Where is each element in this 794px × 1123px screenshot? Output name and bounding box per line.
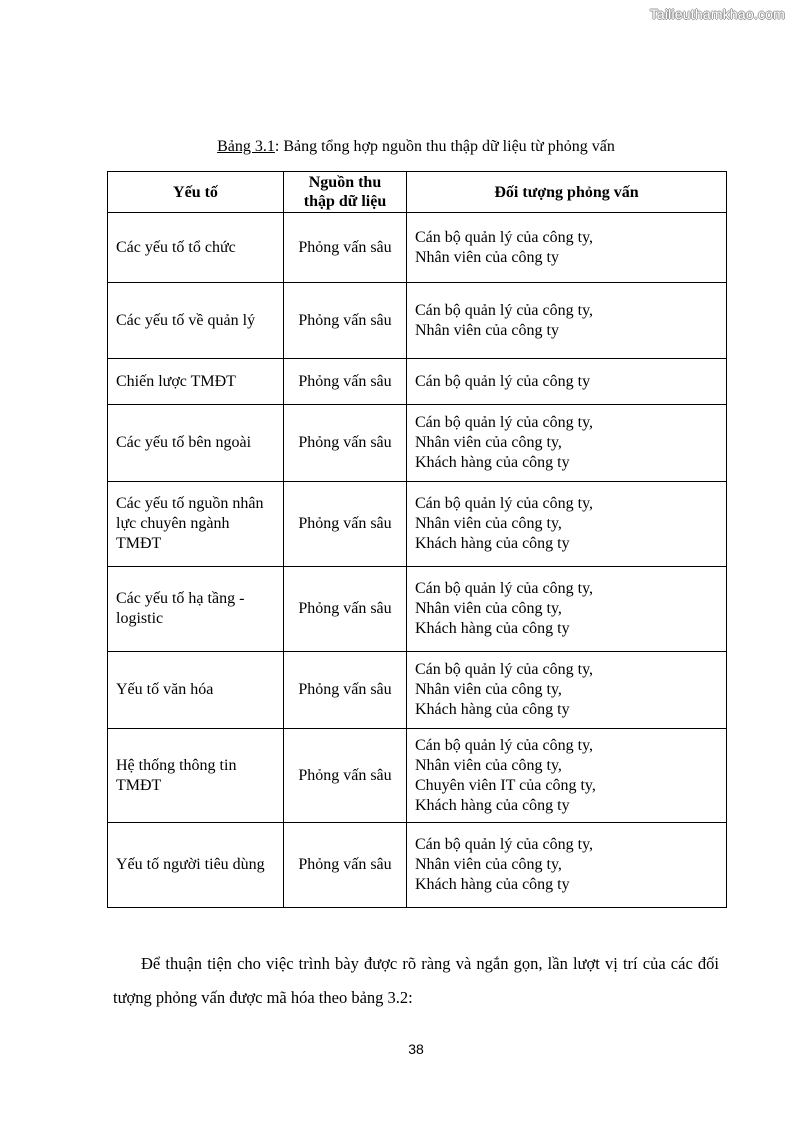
source-cell: Phỏng vấn sâu xyxy=(284,567,407,652)
caption-text: : Bảng tổng hợp nguồn thu thập dữ liệu từ phỏng vấn xyxy=(274,138,615,155)
target-cell: Cán bộ quản lý của công ty, Nhân viên của công ty, Khách hàng của công ty xyxy=(407,482,727,567)
table-row xyxy=(108,729,727,823)
factor-cell: Các yếu tố tổ chức xyxy=(108,213,284,283)
table-row xyxy=(108,567,727,652)
page-number: 38 xyxy=(408,1041,424,1057)
factor-cell: Chiến lược TMĐT xyxy=(108,359,284,405)
target-cell: Cán bộ quản lý của công ty, Nhân viên của công ty, Khách hàng của công ty xyxy=(407,823,727,908)
header-factor: Yếu tố xyxy=(108,172,284,213)
target-cell: Cán bộ quản lý của công ty, Nhân viên của công ty, Khách hàng của công ty xyxy=(407,652,727,729)
watermark: Tailieuthamkhao.com xyxy=(649,6,785,22)
factor-cell: Các yếu tố nguồn nhân lực chuyên ngành TMĐT xyxy=(108,482,284,567)
factor-cell: Yếu tố văn hóa xyxy=(108,652,284,729)
target-cell: Cán bộ quản lý của công ty, Nhân viên của công ty, Khách hàng của công ty xyxy=(407,567,727,652)
table-caption xyxy=(0,138,794,156)
table-row xyxy=(108,283,727,359)
source-cell: Phỏng vấn sâu xyxy=(284,823,407,908)
target-cell: Cán bộ quản lý của công ty xyxy=(407,359,727,405)
factor-cell: Các yếu tố hạ tầng - logistic xyxy=(108,567,284,652)
body-paragraph: Để thuận tiện cho việc trình bày được rõ ràng và ngắn gọn, lần lượt vị trí của các đối tượng phỏng vấn được mã hóa theo bảng 3.2: xyxy=(113,954,719,1007)
source-cell: Phỏng vấn sâu xyxy=(284,482,407,567)
header-target: Đối tượng phỏng vấn xyxy=(407,172,727,213)
factor-cell: Hệ thống thông tin TMĐT xyxy=(108,729,284,823)
source-cell: Phỏng vấn sâu xyxy=(284,359,407,405)
source-cell: Phỏng vấn sâu xyxy=(284,213,407,283)
table-row xyxy=(108,652,727,729)
factor-cell: Các yếu tố về quản lý xyxy=(108,283,284,359)
table-row xyxy=(108,405,727,482)
source-cell: Phỏng vấn sâu xyxy=(284,405,407,482)
source-cell: Phỏng vấn sâu xyxy=(284,283,407,359)
table-row xyxy=(108,823,727,908)
table-header-row xyxy=(108,172,727,213)
source-cell: Phỏng vấn sâu xyxy=(284,652,407,729)
source-cell: Phỏng vấn sâu xyxy=(284,729,407,823)
factor-cell: Các yếu tố bên ngoài xyxy=(108,405,284,482)
table-row xyxy=(108,482,727,567)
table-row xyxy=(108,359,727,405)
target-cell: Cán bộ quản lý của công ty, Nhân viên của công ty xyxy=(407,213,727,283)
caption-label: Bảng 3.1 xyxy=(217,138,275,155)
data-collection-table xyxy=(107,171,727,908)
target-cell: Cán bộ quản lý của công ty, Nhân viên của công ty, Chuyên viên IT của công ty, Khách hàng của công ty xyxy=(407,729,727,823)
header-source: Nguồn thu thập dữ liệu xyxy=(284,172,407,213)
target-cell: Cán bộ quản lý của công ty, Nhân viên của công ty, Khách hàng của công ty xyxy=(407,405,727,482)
factor-cell: Yếu tố người tiêu dùng xyxy=(108,823,284,908)
target-cell: Cán bộ quản lý của công ty, Nhân viên của công ty xyxy=(407,283,727,359)
table-row xyxy=(108,213,727,283)
